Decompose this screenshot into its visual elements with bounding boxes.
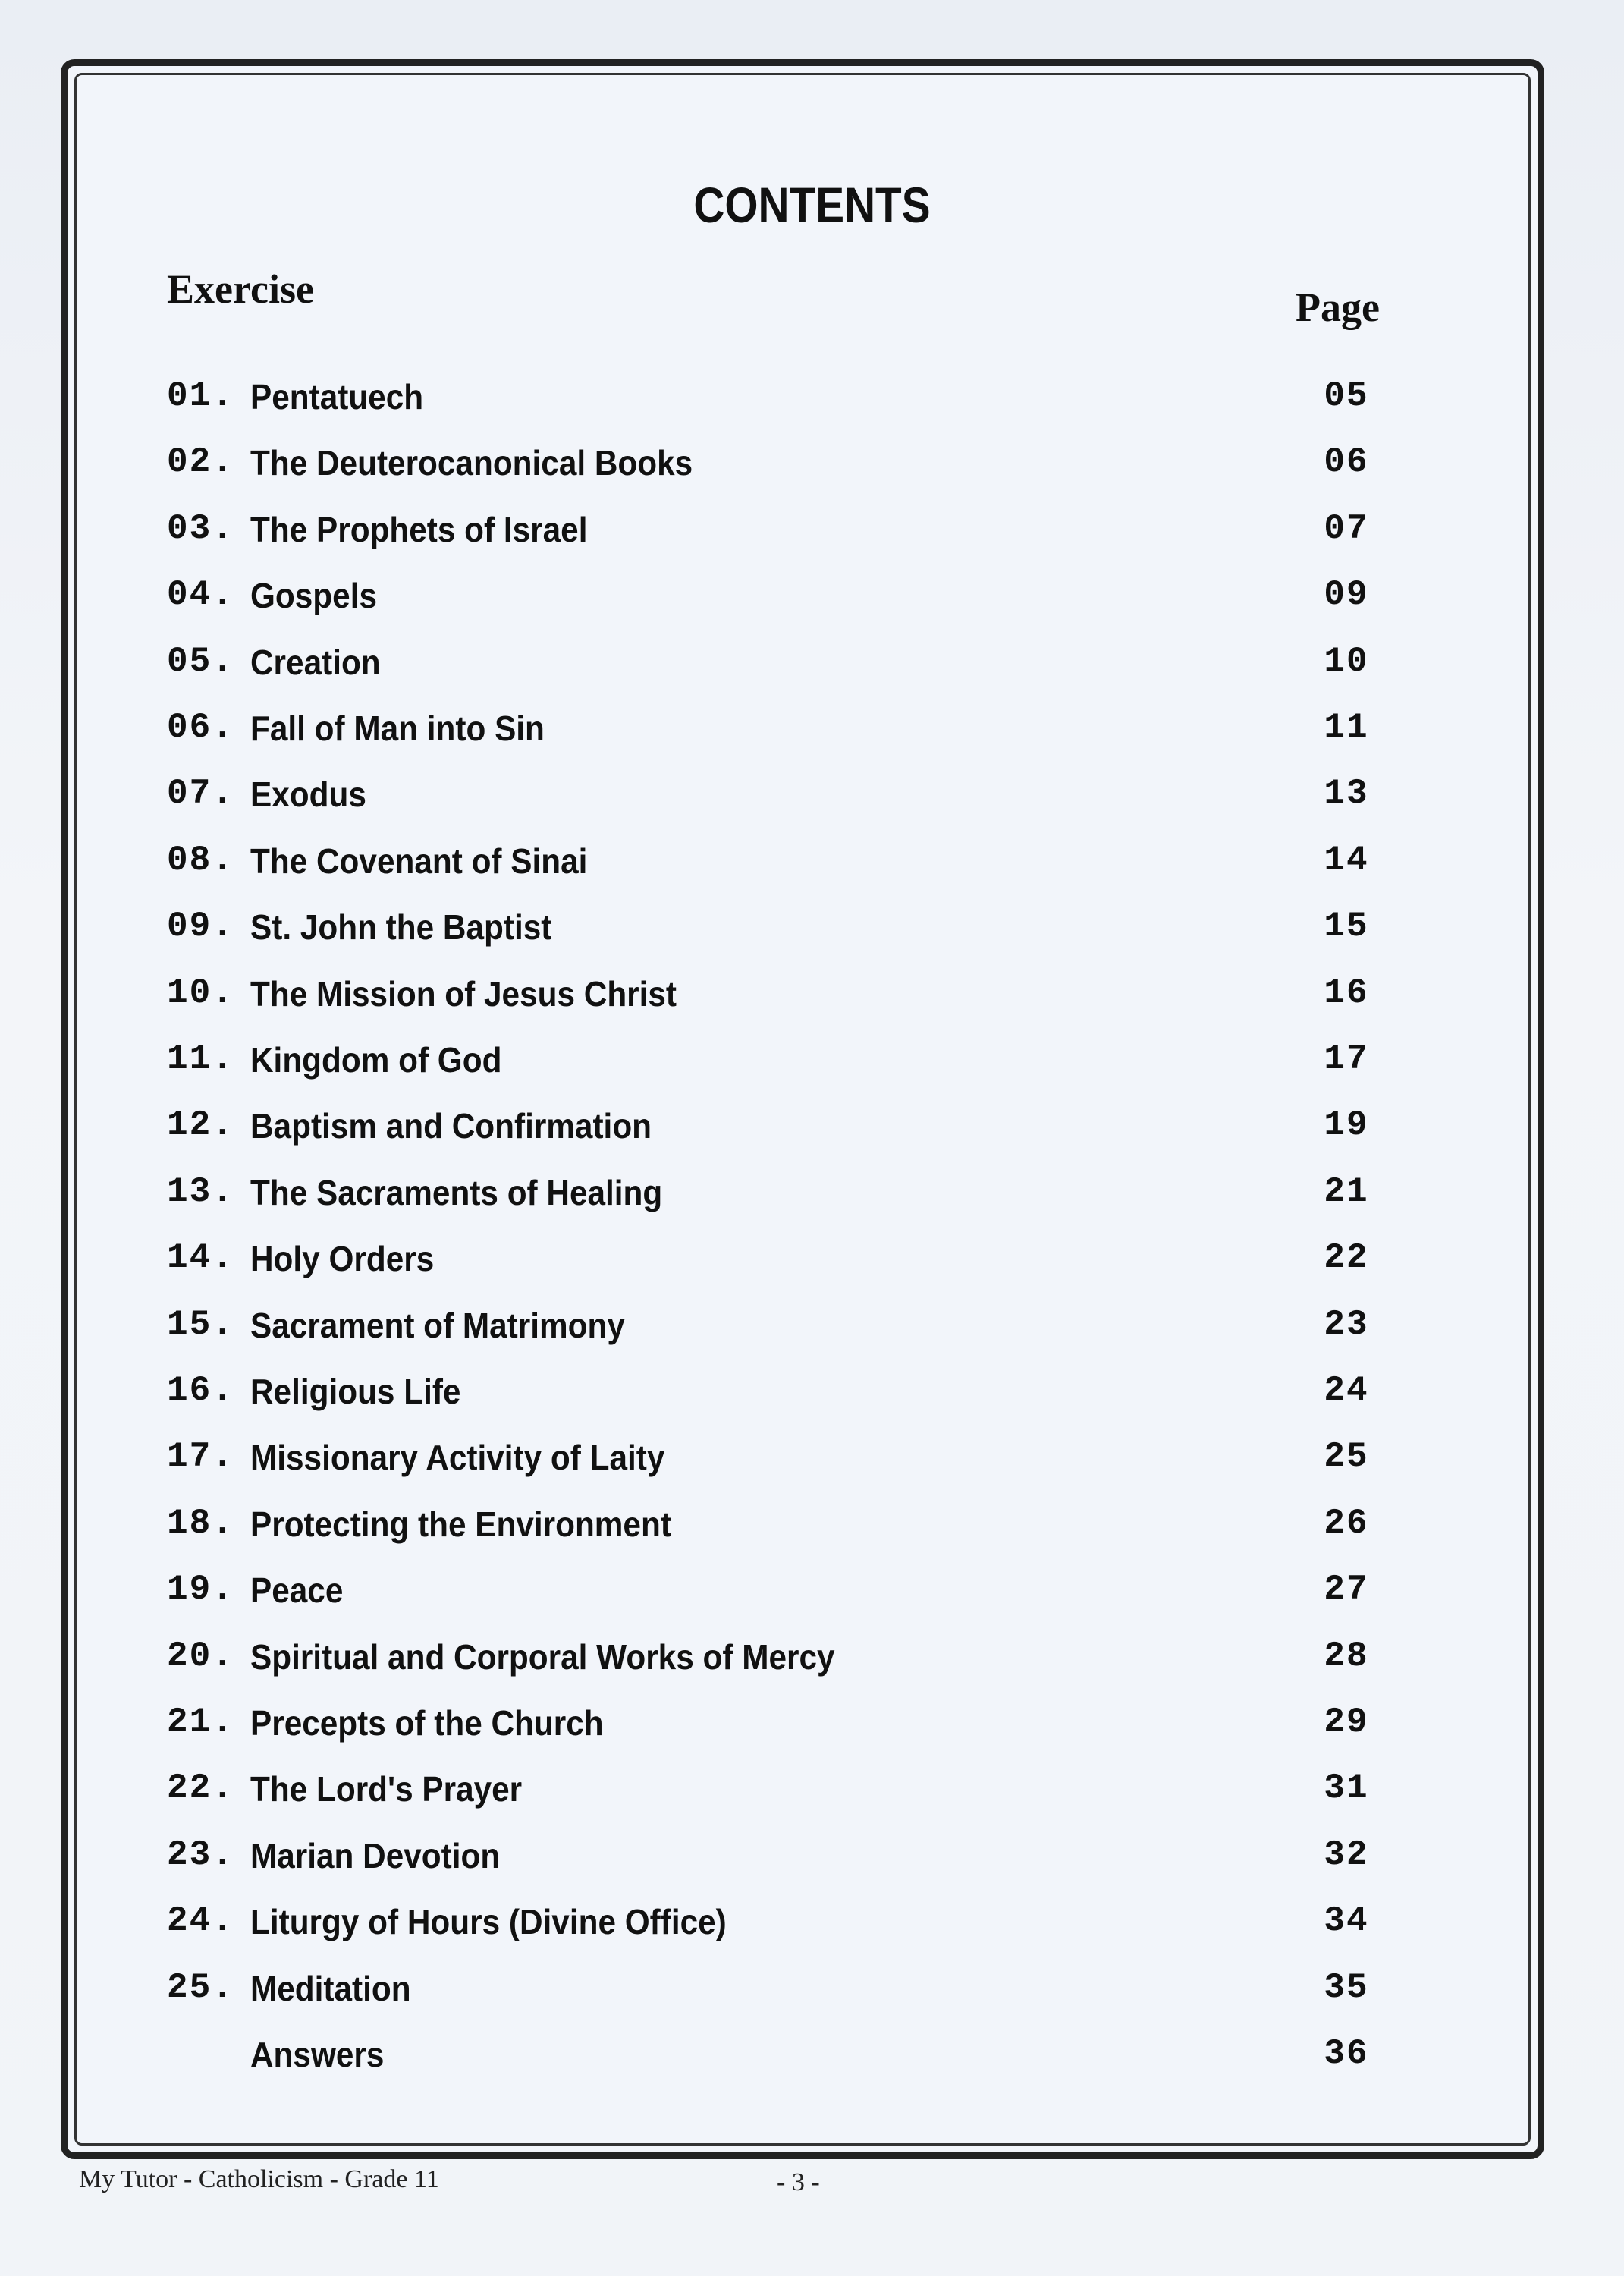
toc-entry bbox=[0, 1702, 1624, 1756]
toc-entry-page: 13 bbox=[1324, 774, 1369, 813]
exercise-column-header: Exercise bbox=[167, 266, 314, 312]
toc-entry-page: 07 bbox=[1324, 509, 1369, 549]
toc-entry bbox=[0, 376, 1624, 429]
toc-entry bbox=[0, 442, 1624, 495]
toc-entry-page: 10 bbox=[1324, 642, 1369, 681]
toc-entry-title: St. John the Baptist bbox=[250, 907, 552, 947]
toc-entry-number: 04. bbox=[167, 575, 234, 615]
toc-entry-number: 15. bbox=[167, 1305, 234, 1344]
toc-entry bbox=[0, 1968, 1624, 2021]
toc-entry-page: 36 bbox=[1324, 2034, 1369, 2073]
page-column-header: Page bbox=[1296, 284, 1380, 330]
toc-entry bbox=[0, 1901, 1624, 1954]
toc-entry bbox=[0, 1835, 1624, 1888]
toc-entry-page: 34 bbox=[1324, 1901, 1369, 1941]
toc-entry-number: 21. bbox=[167, 1702, 234, 1742]
toc-entry-title: Spiritual and Corporal Works of Mercy bbox=[250, 1637, 835, 1677]
toc-entry-number: 16. bbox=[167, 1371, 234, 1410]
toc-entry-page: 22 bbox=[1324, 1238, 1369, 1278]
toc-entry-number: 11. bbox=[167, 1039, 234, 1079]
toc-entry-number: 05. bbox=[167, 642, 234, 681]
toc-entry-title: Exodus bbox=[250, 775, 366, 814]
toc-entry-number: 06. bbox=[167, 708, 234, 747]
toc-entry-number: 22. bbox=[167, 1768, 234, 1808]
toc-entry-page: 29 bbox=[1324, 1702, 1369, 1742]
toc-entry-title: Creation bbox=[250, 643, 381, 682]
toc-entry-title: Protecting the Environment bbox=[250, 1504, 671, 1544]
toc-entry-title: Meditation bbox=[250, 1969, 411, 2008]
toc-entry-number: 10. bbox=[167, 973, 234, 1013]
toc-entry-page: 05 bbox=[1324, 376, 1369, 416]
toc-entry-page: 19 bbox=[1324, 1105, 1369, 1145]
page-title: CONTENTS bbox=[693, 177, 931, 233]
toc-entry-page: 35 bbox=[1324, 1968, 1369, 2007]
toc-entry-title: The Covenant of Sinai bbox=[250, 841, 588, 881]
toc-entry-title: Gospels bbox=[250, 576, 377, 615]
toc-entry-title: Marian Devotion bbox=[250, 1836, 501, 1875]
toc-entry-page: 26 bbox=[1324, 1504, 1369, 1543]
toc-entry bbox=[0, 1371, 1624, 1424]
footer-book-title: My Tutor - Catholicism - Grade 11 bbox=[79, 2165, 439, 2193]
toc-entry-number: 25. bbox=[167, 1968, 234, 2007]
toc-entry-title: The Deuterocanonical Books bbox=[250, 443, 693, 483]
toc-entry-number: 09. bbox=[167, 907, 234, 946]
toc-entry-number: 17. bbox=[167, 1437, 234, 1476]
toc-entry bbox=[0, 841, 1624, 894]
toc-entry-number: 08. bbox=[167, 841, 234, 880]
toc-entry bbox=[0, 774, 1624, 827]
toc-entry-title: Pentatuech bbox=[250, 377, 424, 417]
toc-entry-page: 27 bbox=[1324, 1570, 1369, 1609]
toc-entry bbox=[0, 907, 1624, 960]
toc-entry-number: 24. bbox=[167, 1901, 234, 1941]
toc-entry bbox=[0, 1238, 1624, 1291]
toc-entry-number: 20. bbox=[167, 1636, 234, 1676]
toc-entry bbox=[0, 1305, 1624, 1358]
toc-entry-title: Holy Orders bbox=[250, 1239, 435, 1278]
footer-page-number: - 3 - bbox=[777, 2168, 820, 2196]
toc-entry-number: 02. bbox=[167, 442, 234, 482]
toc-entry-number: 07. bbox=[167, 774, 234, 813]
toc-entry-number: 19. bbox=[167, 1570, 234, 1609]
toc-entry-title: Precepts of the Church bbox=[250, 1703, 604, 1743]
toc-entry-number: 13. bbox=[167, 1172, 234, 1212]
toc-entry-title: Kingdom of God bbox=[250, 1040, 502, 1080]
toc-entry bbox=[0, 1636, 1624, 1690]
toc-entry-title: The Sacraments of Healing bbox=[250, 1173, 663, 1212]
toc-entry-page: 16 bbox=[1324, 973, 1369, 1013]
toc-entry-number: 12. bbox=[167, 1105, 234, 1145]
toc-entry bbox=[0, 1768, 1624, 1822]
toc-entry-page: 28 bbox=[1324, 1636, 1369, 1676]
toc-entry bbox=[0, 642, 1624, 695]
toc-entry-title: Peace bbox=[250, 1570, 344, 1610]
toc-entry-title: Sacrament of Matrimony bbox=[250, 1306, 625, 1345]
toc-entry-page: 23 bbox=[1324, 1305, 1369, 1344]
toc-entry-title: Missionary Activity of Laity bbox=[250, 1438, 665, 1477]
toc-entry-number: 14. bbox=[167, 1238, 234, 1278]
toc-entry bbox=[0, 1105, 1624, 1158]
toc-entry bbox=[0, 575, 1624, 628]
toc-entry-page: 24 bbox=[1324, 1371, 1369, 1410]
toc-entry-page: 32 bbox=[1324, 1835, 1369, 1875]
toc-entry bbox=[0, 973, 1624, 1026]
toc-entry-title: Baptism and Confirmation bbox=[250, 1106, 652, 1146]
toc-entry-title: Liturgy of Hours (Divine Office) bbox=[250, 1902, 727, 1941]
toc-entry-page: 15 bbox=[1324, 907, 1369, 946]
toc-entry bbox=[0, 1570, 1624, 1623]
toc-entry-title: The Lord's Prayer bbox=[250, 1769, 523, 1809]
toc-entry bbox=[0, 1172, 1624, 1225]
toc-entry bbox=[0, 708, 1624, 761]
toc-entry bbox=[0, 1437, 1624, 1490]
toc-entry bbox=[0, 1039, 1624, 1092]
toc-entry bbox=[0, 2034, 1624, 2087]
toc-entry-page: 09 bbox=[1324, 575, 1369, 615]
toc-entry bbox=[0, 1504, 1624, 1557]
toc-entry-title: The Prophets of Israel bbox=[250, 510, 588, 549]
toc-entry-title: Answers bbox=[250, 2035, 385, 2074]
toc-entry-number: 03. bbox=[167, 509, 234, 549]
toc-entry-number: 01. bbox=[167, 376, 234, 416]
toc-entry bbox=[0, 509, 1624, 562]
toc-entry-page: 17 bbox=[1324, 1039, 1369, 1079]
toc-entry-page: 31 bbox=[1324, 1768, 1369, 1808]
toc-entry-title: Religious Life bbox=[250, 1372, 461, 1411]
toc-entry-title: The Mission of Jesus Christ bbox=[250, 974, 677, 1014]
toc-entry-page: 11 bbox=[1324, 708, 1369, 747]
toc-entry-page: 25 bbox=[1324, 1437, 1369, 1476]
toc-entry-number: 23. bbox=[167, 1835, 234, 1875]
toc-entry-page: 21 bbox=[1324, 1172, 1369, 1212]
toc-entry-page: 06 bbox=[1324, 442, 1369, 482]
toc-entry-page: 14 bbox=[1324, 841, 1369, 880]
toc-entry-title: Fall of Man into Sin bbox=[250, 709, 545, 748]
toc-entry-number: 18. bbox=[167, 1504, 234, 1543]
